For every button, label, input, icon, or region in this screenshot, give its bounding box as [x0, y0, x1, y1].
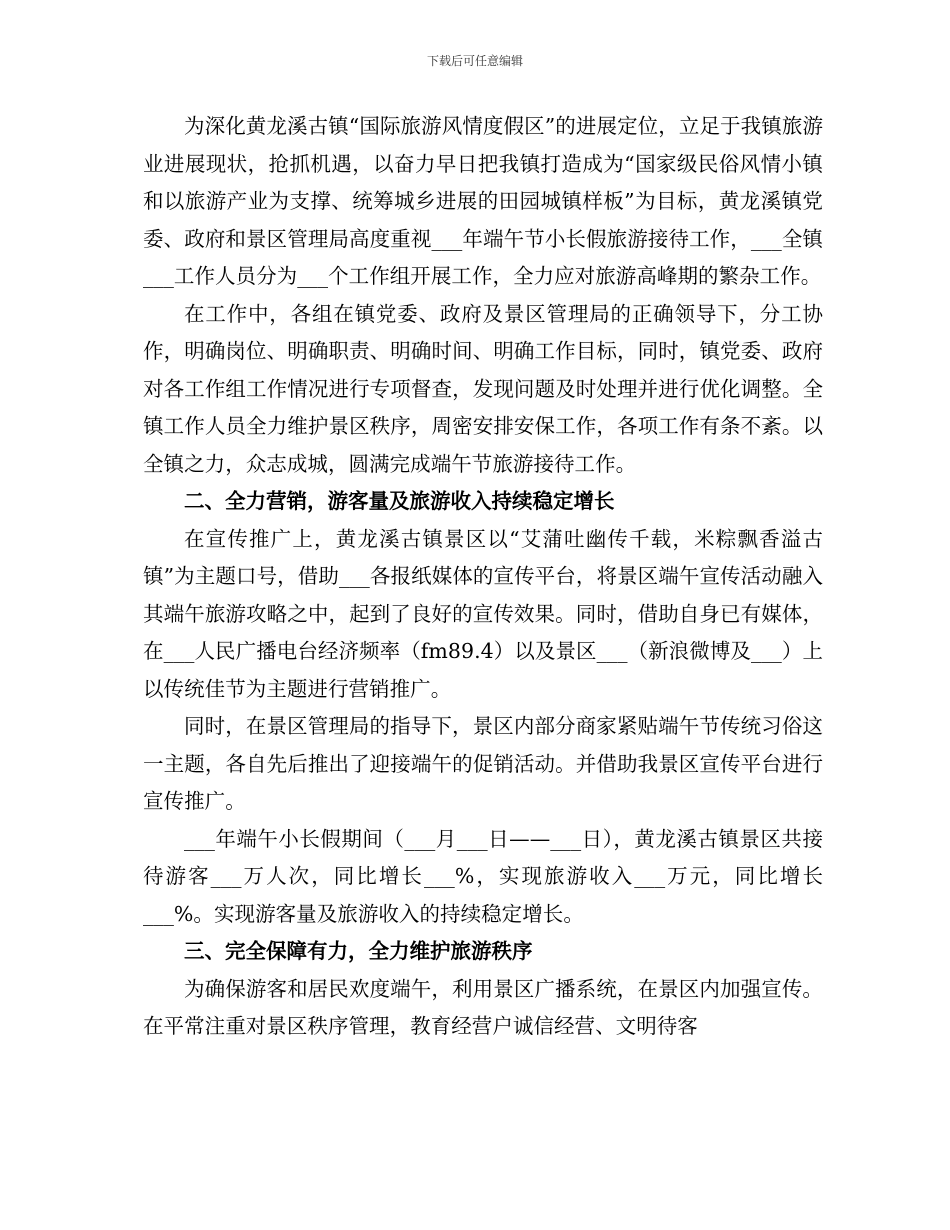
- paragraph-order: 为确保游客和居民欢度端午，利用景区广播系统，在景区内加强宣传。在平常注重对景区秩序管理，教育经营户诚信经营、文明待客: [143, 976, 823, 1038]
- paragraph-statistics: ___年端午小长假期间（___月___日——___日），黄龙溪古镇景区共接待游客___万人次，同比增长___%，实现旅游收入___万元，同比增长___%。实现游客量及旅游收入的持续稳定增长。: [143, 826, 823, 926]
- paragraph-merchants: 同时，在景区管理局的指导下，景区内部分商家紧贴端午节传统习俗这一主题，各自先后推出了迎接端午的促销活动。并借助我景区宣传平台进行宣传推广。: [143, 714, 823, 813]
- section-heading-marketing: 二、全力营销，游客量及旅游收入持续稳定增长: [184, 489, 615, 513]
- paragraph-work: 在工作中，各组在镇党委、政府及景区管理局的正确领导下，分工协作，明确岗位、明确职责、明确时间、明确工作目标，同时，镇党委、政府对各工作组工作情况进行专项督查，发现问题及时处理并进行优化调整。全镇工作人员全力维护景区秩序，周密安排安保工作，各项工作有条不紊。以全镇之力，众志成城，圆满完成端午节旅游接待工作。: [143, 301, 823, 476]
- paragraph-intro: 为深化黄龙溪古镇“国际旅游风情度假区”的进展定位，立足于我镇旅游业进展现状，抢抓机遇，以奋力早日把我镇打造成为“国家级民俗风情小镇和以旅游产业为支撑、统筹城乡进展的田园城镇样板”为目标，黄龙溪镇党委、政府和景区管理局高度重视___年端午节小长假旅游接待工作，___全镇___工作人员分为___个工作组开展工作，全力应对旅游高峰期的繁杂工作。: [143, 114, 823, 288]
- page-header: 下载后可任意编辑: [426, 54, 523, 68]
- paragraph-promotion: 在宣传推广上，黄龙溪古镇景区以“艾蒲吐幽传千载，米粽飘香溢古镇”为主题口号，借助___各报纸媒体的宣传平台，将景区端午宣传活动融入其端午旅游攻略之中，起到了良好的宣传效果。同时，借助自身已有媒体，在___人民广播电台经济频率（fm89.4）以及景区___（新浪微博及___）上以传统佳节为主题进行营销推广。: [143, 526, 823, 701]
- section-heading-security: 三、完全保障有力，全力维护旅游秩序: [184, 939, 533, 963]
- document-body: [143, 108, 823, 1046]
